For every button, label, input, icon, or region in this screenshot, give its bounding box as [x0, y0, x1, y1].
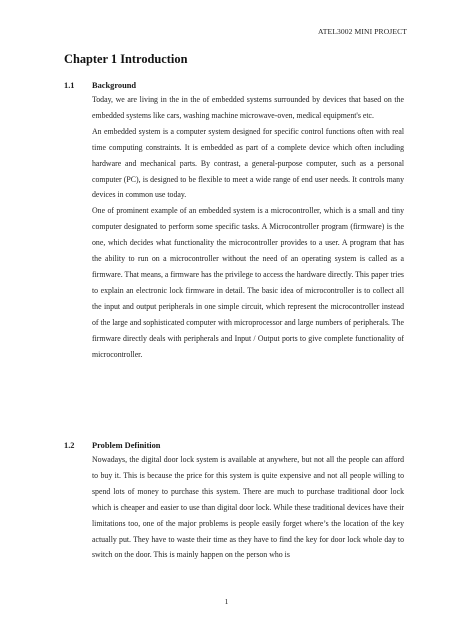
section-body	[92, 452, 404, 563]
section-title: Problem Definition	[92, 441, 161, 450]
section-number: 1.2	[64, 441, 75, 450]
section-heading	[64, 80, 404, 92]
section-heading	[64, 440, 404, 452]
section-body	[92, 92, 404, 362]
paragraph: Nowadays, the digital door lock system is available at anywhere, but not all the people can afford to buy it. This is because the price for this system is quite expensive and not all people willing to spend lots of money to purchase this system. There are much to purchase traditional door lock which is cheaper and easier to use than digital door lock. While these traditional devices have their limitations too, one of the major problems is people easily forget where’s the location of the key actually put. They have to waste their time as they have to find the key for door lock whole day to switch on the door. This is mainly happen on the person who is	[92, 455, 404, 560]
section-background	[64, 80, 404, 362]
section-problem-definition	[64, 440, 404, 563]
paragraph: One of prominent example of an embedded system is a microcontroller, which is a small and tiny computer designated to perform some specific tasks. A Microcontroller program (firmware) is the one, which decides what functionality the microcontroller provides to a user. A program that has the ability to run on a microcontroller without the need of an operating system is called as a firmware. That means, a firmware has the privilege to access the hardware directly. This paper tries to explain an electronic lock firmware in detail. The basic idea of microcontroller is to collect all the input and output peripherals in one simple circuit, which represent the microcontroller instead of the large and sophisticated computer with microprocessor and large numbers of peripherals. The firmware directly deals with peripherals and Input / Output ports to give complete functionality of microcontroller.	[92, 206, 404, 359]
section-number: 1.1	[64, 81, 75, 90]
paragraph: Today, we are living in the in the of embedded systems surrounded by devices that based on the embedded systems like cars, washing machine microwave-oven, medical equipment's etc.	[92, 95, 404, 120]
paragraph: An embedded system is a computer system designed for specific control functions often with real time computing constraints. It is embedded as part of a complete device which often including hardware and mechanical parts. By contrast, a general-purpose computer, such as a personal computer (PC), is designed to be flexible to meet a wide range of end user needs. It controls many devices in common use today.	[92, 126, 404, 200]
section-title: Background	[92, 81, 137, 90]
page-number: 1	[224, 597, 229, 606]
chapter-title: Chapter 1 Introduction	[64, 52, 188, 66]
running-header: ATEL3002 MINI PROJECT	[317, 27, 407, 36]
